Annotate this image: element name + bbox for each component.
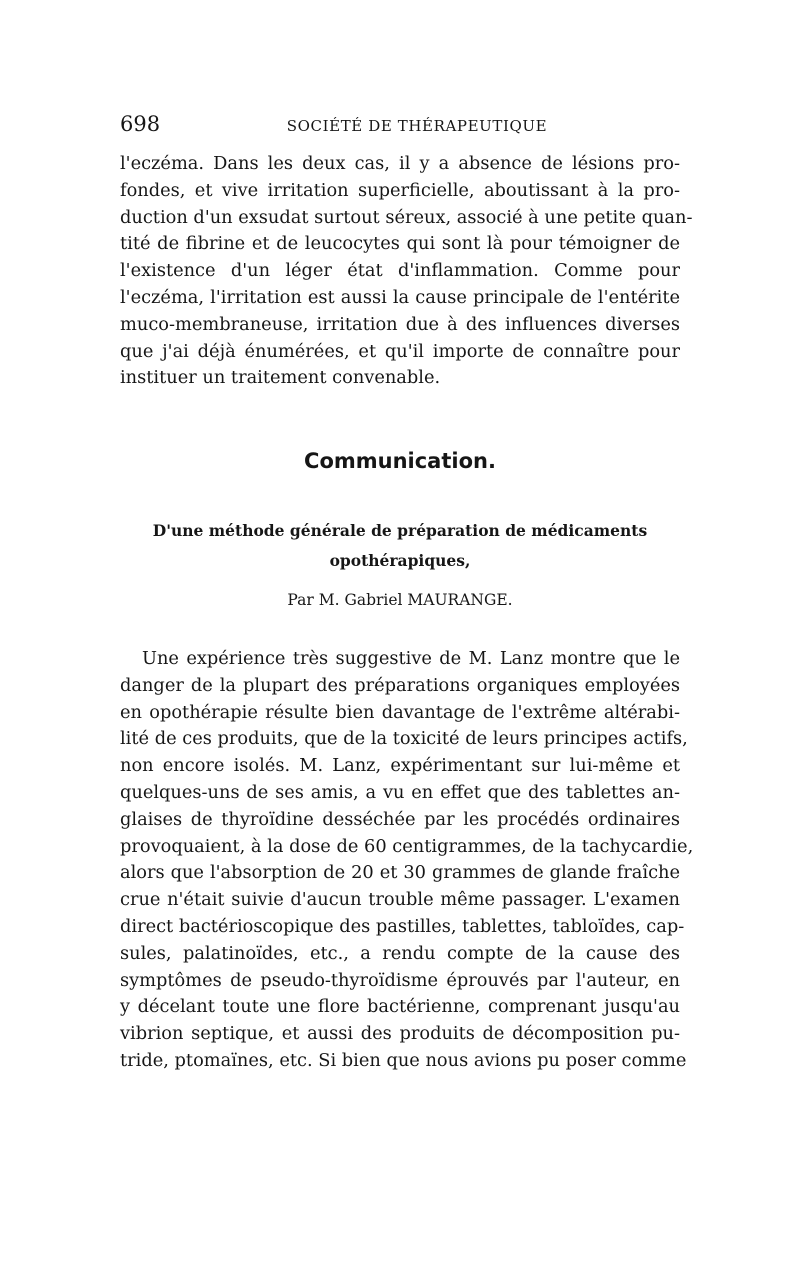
text-line: alors que l'absorption de 20 et 30 grammes de glande fraîche [120, 862, 680, 884]
text-line: sules, palatinoïdes, etc., a rendu compte de la cause des [120, 942, 680, 964]
text-line: tité de fibrine et de leucocytes qui sont là pour témoigner de [120, 233, 680, 255]
text-line: glaises de thyroïdine desséchée par les procédés ordinaires [120, 808, 680, 830]
section-heading: Communication. [304, 449, 496, 473]
text-line: que j'ai déjà énumérées, et qu'il importe de connaître pour [120, 340, 680, 362]
text-line: provoquaient, à la dose de 60 centigrammes, de la tachycardie, [120, 835, 694, 857]
text-line: danger de la plupart des préparations organiques employées [120, 674, 680, 696]
text-line: fondes, et vive irritation superficielle, aboutissant à la pro- [120, 179, 680, 201]
article-title-line-2: opothérapiques, [329, 551, 471, 570]
text-line: crue n'était suivie d'aucun trouble même passager. L'examen [120, 889, 680, 911]
text-line: quelques-uns de ses amis, a vu en effet que des tablettes an- [120, 781, 680, 803]
page-number: 698 [120, 112, 161, 136]
running-head [120, 112, 680, 142]
text-line: direct bactérioscopique des pastilles, tablettes, tabloïdes, cap- [120, 915, 685, 937]
author-byline: Par M. Gabriel MAURANGE. [287, 591, 513, 609]
text-line: l'eczéma, l'irritation est aussi la cause principale de l'entérite [120, 286, 680, 308]
text-line: l'existence d'un léger état d'inflammation. Comme pour [120, 260, 680, 282]
text-line: tride, ptomaïnes, etc. Si bien que nous avions pu poser comme [120, 1049, 687, 1071]
journal-title: SOCIÉTÉ DE THÉRAPEUTIQUE [286, 117, 548, 135]
text-line: vibrion septique, et aussi des produits de décomposition pu- [120, 1023, 680, 1045]
article-title-line-1: D'une méthode générale de préparation de médicaments [152, 521, 648, 540]
text-line: instituer un traitement convenable. [120, 367, 441, 389]
text-line: non encore isolés. M. Lanz, expérimentant sur lui-même et [120, 755, 680, 777]
article-title [120, 516, 680, 576]
text-line: symptômes de pseudo-thyroïdisme éprouvés par l'auteur, en [120, 969, 680, 991]
paragraph-eczema [120, 151, 693, 392]
text-line: l'eczéma. Dans les deux cas, il y a absence de lésions pro- [120, 153, 680, 174]
paragraph-lanz-experiment [120, 646, 694, 1075]
text-line: lité de ces produits, que de la toxicité de leurs principes actifs, [120, 728, 688, 750]
text-line: Une expérience très suggestive de M. Lanz montre que le [142, 648, 680, 669]
text-line: en opothérapie résulte bien davantage de l'extrême altérabi- [120, 701, 680, 723]
text-line: muco-membraneuse, irritation due à des influences diverses [120, 313, 680, 335]
text-line: duction d'un exsudat surtout séreux, associé à une petite quan- [120, 206, 693, 228]
text-line: y décelant toute une flore bactérienne, comprenant jusqu'au [120, 996, 680, 1018]
